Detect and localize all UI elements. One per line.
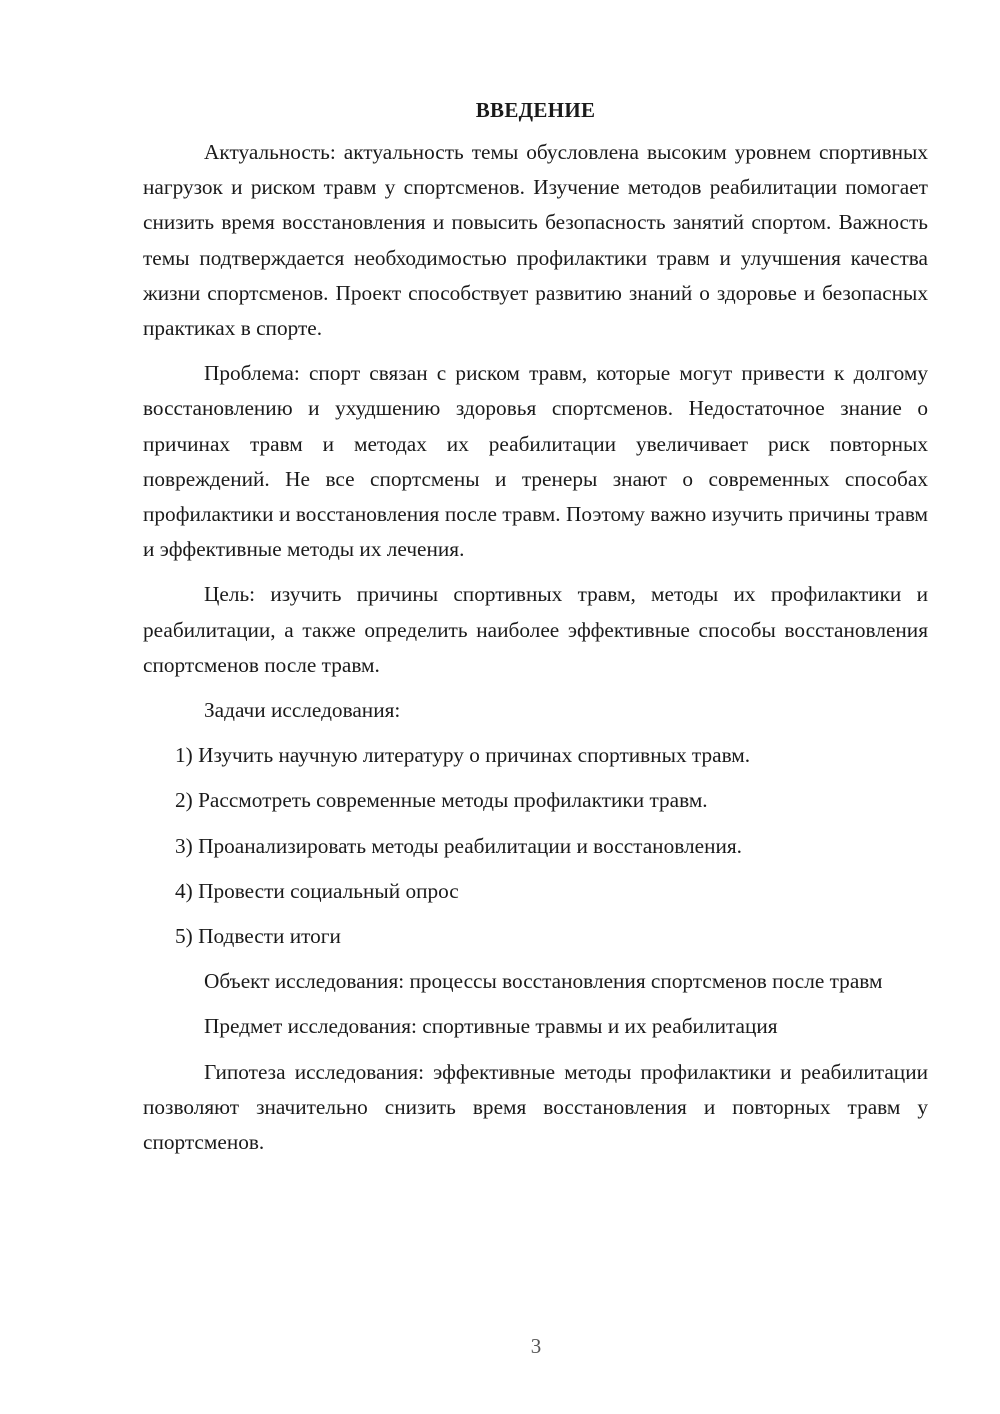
problem-paragraph: Проблема: спорт связан с риском травм, которые могут привести к долгому восстановлению и ухудшению здоровья спортсменов. Недостаточное знание о причинах травм и методах их реабилитации увеличивает риск повторных повреждений. Не все спортсмены и тренеры знают о современных способах профилактики и восстановления после травм. Поэтому важно изучить причины травм и эффективные методы их лечения. bbox=[143, 361, 928, 562]
tasks-heading: Задачи исследования: bbox=[204, 698, 401, 723]
section-title: ВВЕДЕНИЕ bbox=[475, 98, 596, 122]
page-number: 3 bbox=[530, 1334, 542, 1358]
page-content bbox=[143, 95, 928, 1170]
goal-paragraph: Цель: изучить причины спортивных травм, методы их профилактики и реабилитации, а также определить наиболее эффективные способы восстановления спортсменов после травм. bbox=[143, 582, 928, 677]
hypothesis-paragraph: Гипотеза исследования: эффективные методы профилактики и реабилитации позволяют значительно снизить время восстановления и повторных травм у спортсменов. bbox=[143, 1059, 928, 1155]
object-paragraph: Объект исследования: процессы восстановления спортсменов после травм bbox=[204, 969, 883, 994]
relevance-paragraph: Актуальность: актуальность темы обусловлена высоким уровнем спортивных нагрузок и риском травм у спортсменов. Изучение методов реабилитации помогает снизить время восстановления и повысить безопасность занятий спортом. Важность темы подтверждается необходимостью профилактики травм и улучшения качества жизни спортсменов. Проект способствует развитию знаний о здоровье и безопасных практиках в спорте. bbox=[143, 140, 928, 341]
list-item: 1) Изучить научную литературу о причинах спортивных травм. bbox=[175, 743, 751, 768]
subject-paragraph: Предмет исследования: спортивные травмы и их реабилитация bbox=[204, 1014, 778, 1039]
tasks-list bbox=[143, 738, 928, 954]
list-item: 5) Подвести итоги bbox=[175, 924, 341, 949]
list-item: 3) Проанализировать методы реабилитации и восстановления. bbox=[175, 833, 742, 858]
list-item: 4) Провести социальный опрос bbox=[175, 878, 459, 903]
list-item: 2) Рассмотреть современные методы профилактики травм. bbox=[175, 788, 708, 813]
